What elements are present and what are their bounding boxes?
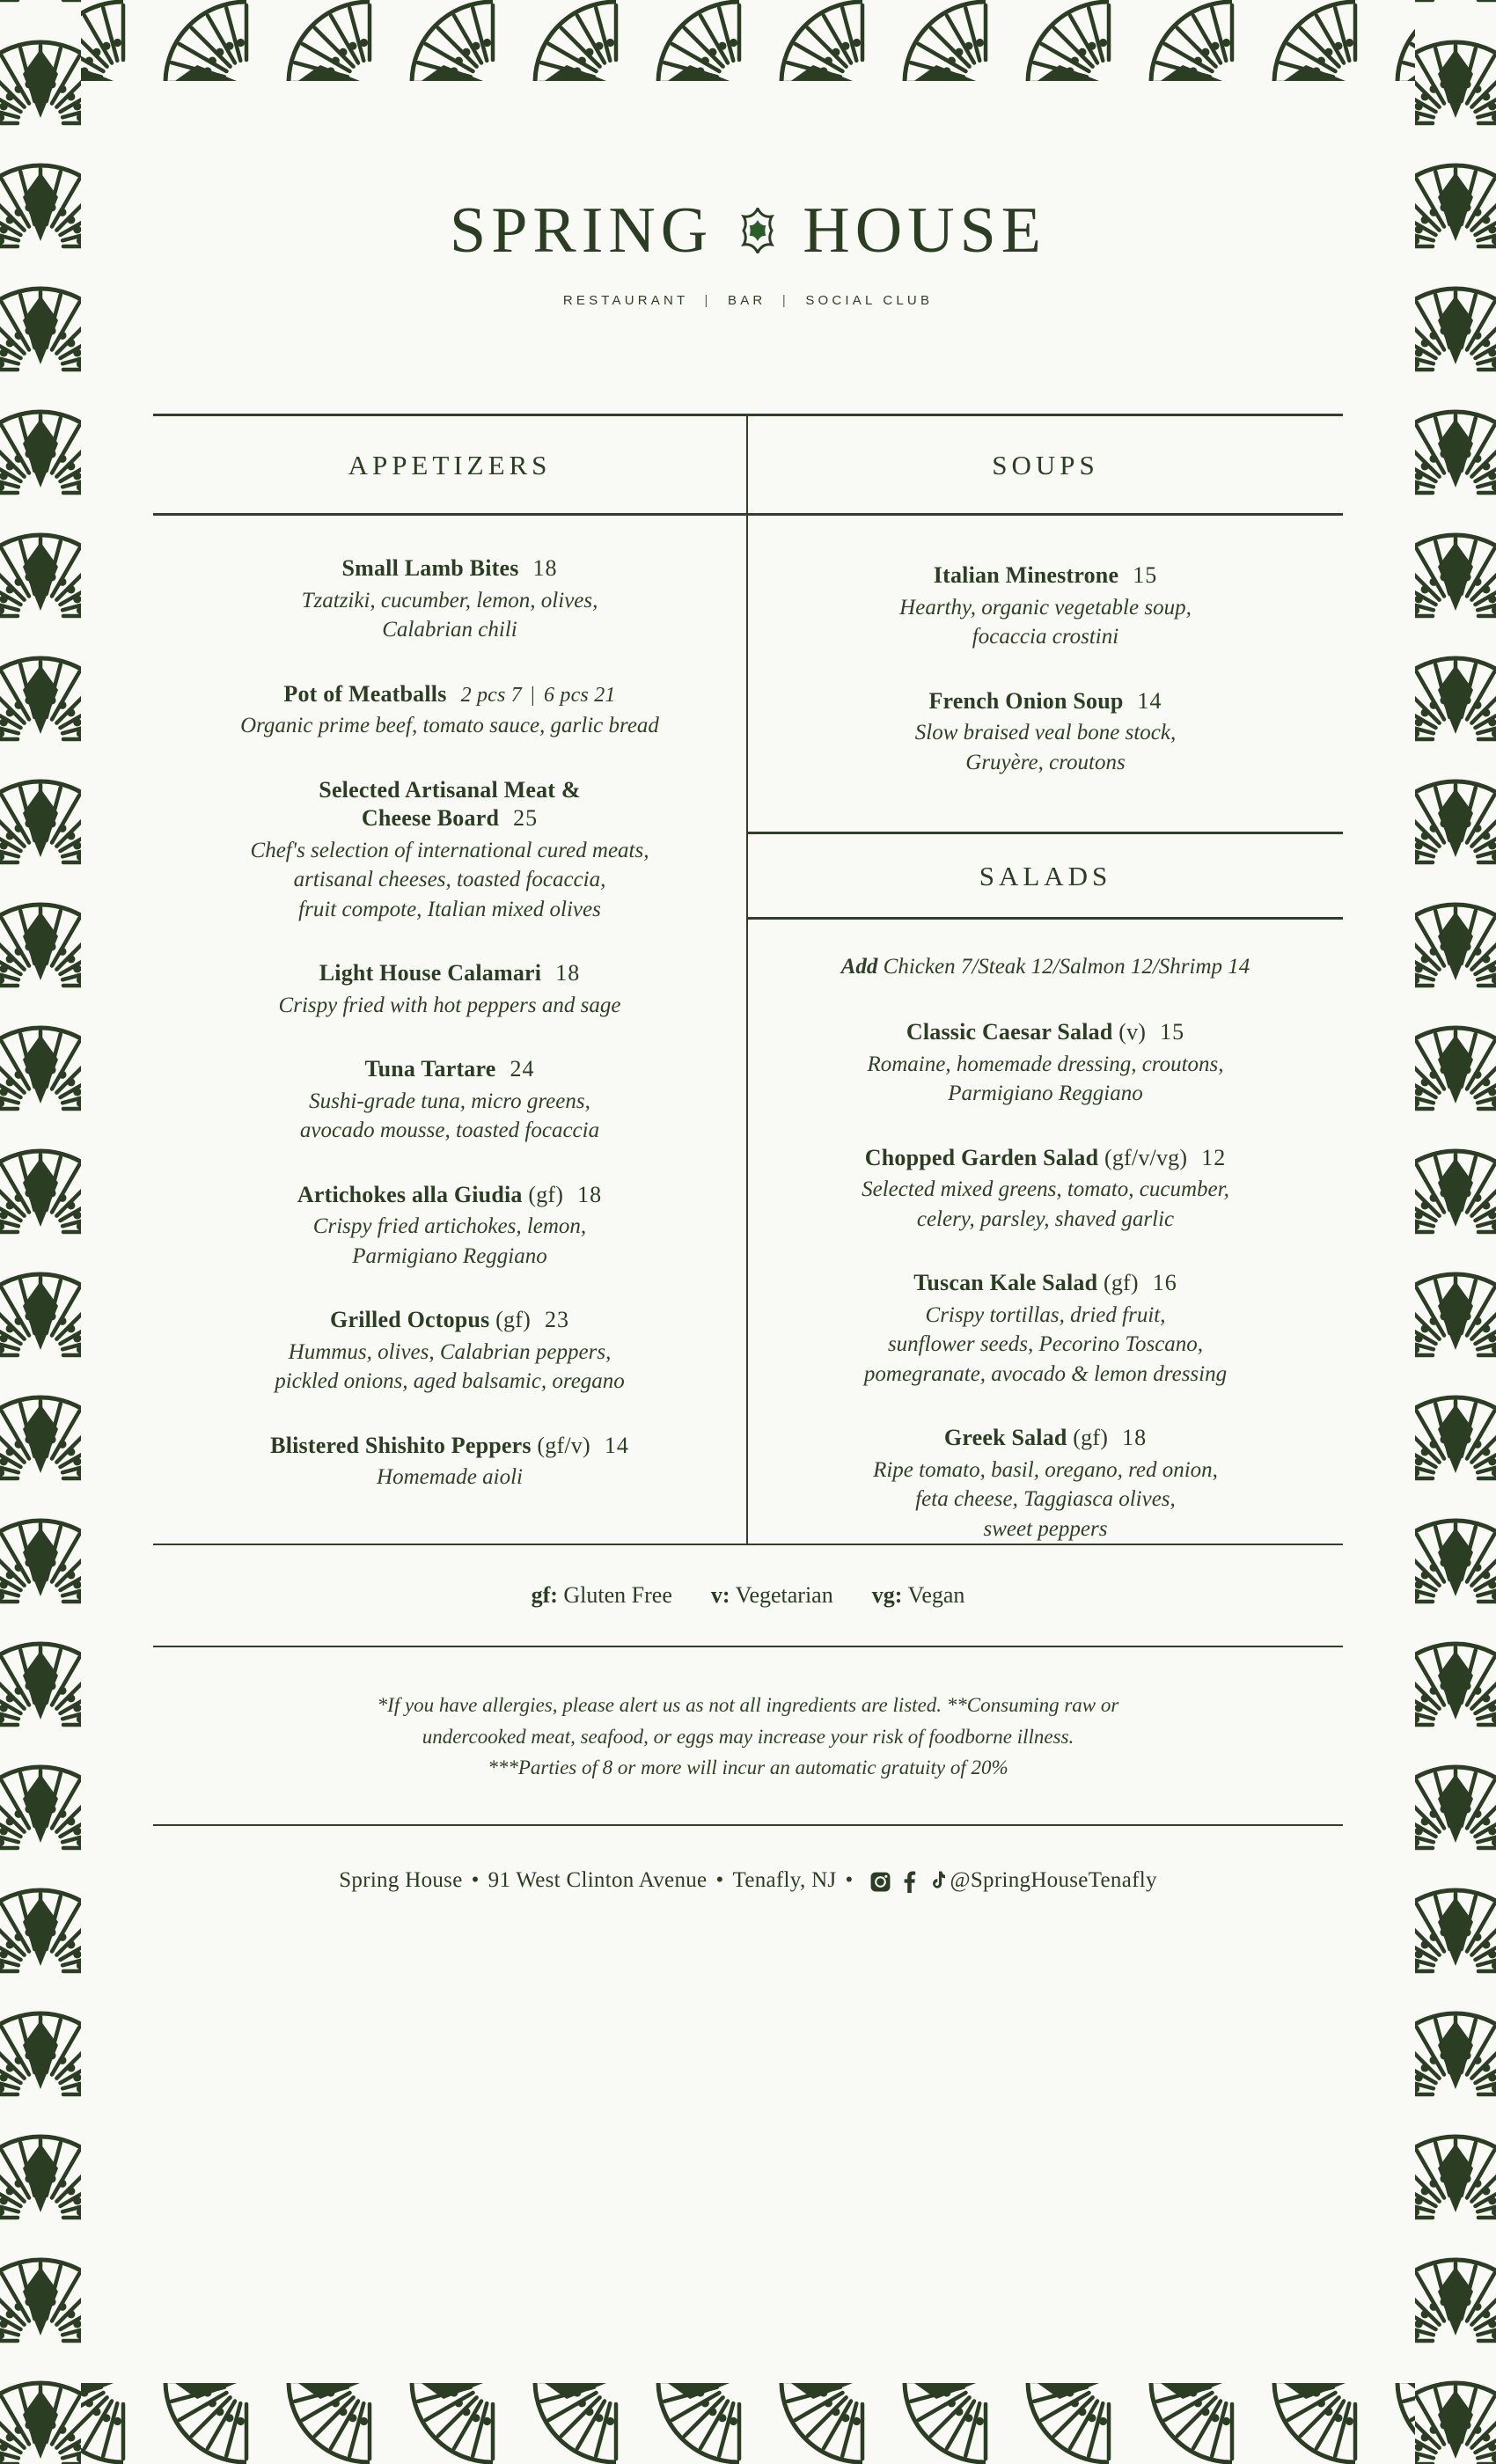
disclaimer-line-2: undercooked meat, seafood, or eggs may increase your risk of foodborne illness. (422, 1725, 1074, 1748)
menu-item (165, 554, 734, 645)
menu-item-title (165, 680, 734, 709)
diamond-ornament-icon (739, 208, 776, 253)
menu-item-title (760, 687, 1331, 716)
legend-vegetarian (692, 1582, 853, 1608)
tiktok-icon[interactable] (928, 1871, 945, 1893)
instagram-icon[interactable] (869, 1871, 891, 1893)
tagline-bar: BAR (728, 293, 766, 308)
menu-item-price: 24 (510, 1056, 535, 1082)
facebook-icon[interactable] (903, 1871, 916, 1893)
menu-item (165, 1306, 734, 1397)
salad-addons (748, 920, 1343, 979)
salad-list (748, 979, 1343, 1544)
menu-item-name: Pot of Meatballs (283, 680, 447, 707)
menu-item-description: Hearthy, organic vegetable soup, focaccia crostini (899, 595, 1192, 649)
menu-item (165, 1055, 734, 1146)
footer-address: 91 West Clinton Avenue (488, 1867, 708, 1892)
menu-item-description: Romaine, homemade dressing, croutons, Parmigiano Reggiano (867, 1052, 1224, 1105)
menu-item-name: French Onion Soup (928, 687, 1124, 714)
footer-social-handle: @SpringHouseTenafly (950, 1867, 1157, 1892)
menu-columns (153, 414, 1343, 1545)
menu-item-name: Grilled Octopus (330, 1307, 490, 1332)
menu-item-name: Selected Artisanal Meat & Cheese Board (319, 776, 581, 831)
menu-item-name: Greek Salad (943, 1425, 1067, 1450)
menu-item (760, 1018, 1331, 1109)
menu-item-price: 18 (532, 555, 558, 581)
section-heading-salads: SALADS (748, 832, 1343, 920)
menu-item (760, 1144, 1331, 1235)
footer-dot-1: • (471, 1867, 480, 1892)
menu-sheet (81, 81, 1415, 2383)
menu-item-description: Hummus, olives, Calabrian peppers, pickled onions, aged balsamic, oregano (275, 1339, 625, 1393)
menu-item-title (760, 1018, 1331, 1047)
menu-item-name: Blistered Shishito Peppers (270, 1432, 532, 1458)
section-heading-appetizers: APPETIZERS (153, 416, 746, 516)
brand-tagline (153, 293, 1343, 308)
menu-item-description: Slow braised veal bone stock, Gruyère, croutons (914, 721, 1177, 774)
price-option-a-qty: 2 pcs (460, 683, 506, 707)
menu-item-description: Crispy fried artichokes, lemon, Parmigiano Reggiano (312, 1214, 587, 1268)
menu-item-name: Tuscan Kale Salad (913, 1270, 1098, 1295)
salad-addons-label: Add (840, 955, 878, 979)
soup-list (748, 516, 1343, 777)
menu-item-dietary-tag: (v) (1112, 1019, 1147, 1045)
menu-item-title (165, 554, 734, 583)
menu-item (165, 1181, 734, 1272)
menu-item-dietary-tag: (gf/v) (531, 1432, 590, 1458)
menu-item-title (760, 1269, 1331, 1298)
menu-item-title (165, 1055, 734, 1084)
menu-item-price: 16 (1152, 1270, 1177, 1295)
column-appetizers (153, 416, 748, 1544)
menu-item-dietary-tag: (gf) (522, 1181, 564, 1207)
masthead (153, 81, 1343, 308)
menu-item-dietary-tag: (gf) (489, 1307, 531, 1332)
art-deco-border-top (0, 0, 1496, 81)
legend-gf-value: Gluten Free (563, 1582, 672, 1608)
menu-item-price: 18 (577, 1181, 603, 1207)
price-option-a-price: 7 (510, 683, 522, 707)
disclaimer-line-3: ***Parties of 8 or more will incur an automatic gratuity of 20% (488, 1756, 1008, 1779)
menu-item-price: 15 (1133, 562, 1158, 588)
menu-item-price: 18 (555, 960, 581, 986)
section-heading-soups: SOUPS (748, 416, 1343, 516)
menu-item-dietary-tag: (gf) (1067, 1425, 1109, 1450)
menu-item-name: Light House Calamari (319, 960, 542, 986)
menu-item-price: 15 (1160, 1019, 1185, 1045)
legend-gf-key: gf: (531, 1582, 558, 1608)
footer-dot-2: • (715, 1867, 724, 1892)
menu-item-price: 23 (544, 1307, 569, 1332)
menu-item-title (165, 1181, 734, 1210)
legend-vg-value: Vegan (907, 1582, 965, 1608)
menu-item-name: Classic Caesar Salad (906, 1019, 1113, 1045)
social-links (862, 1871, 950, 1893)
logo (153, 194, 1343, 267)
menu-item-title (165, 1306, 734, 1335)
menu-item-price: 12 (1201, 1144, 1227, 1170)
disclaimer-line-1: *If you have allergies, please alert us as not all ingredients are listed. **Consuming raw or (377, 1694, 1119, 1716)
menu-item-title (760, 561, 1331, 590)
menu-item-description: Sushi-grade tuna, micro greens, avocado mousse, toasted focaccia (299, 1089, 600, 1142)
price-option-b-qty: 6 pcs (543, 683, 589, 707)
tagline-restaurant: RESTAURANT (562, 293, 689, 308)
footer-city-state: Tenafly, NJ (732, 1867, 837, 1892)
tagline-divider-2: | (781, 293, 789, 308)
menu-item-name: Chopped Garden Salad (864, 1144, 1099, 1170)
menu-item (760, 1424, 1331, 1544)
menu-item (760, 687, 1331, 778)
menu-item-description: Organic prime beef, tomato sauce, garlic bread (240, 714, 659, 737)
menu-item-name: Artichokes alla Giudia (297, 1181, 523, 1207)
menu-item-description: Tzatziki, cucumber, lemon, olives, Calabrian chili (301, 588, 598, 642)
menu-item (760, 1269, 1331, 1389)
menu-item-name: Tuna Tartare (364, 1056, 496, 1082)
art-deco-border-right (1415, 0, 1496, 2464)
menu-item-price: 14 (604, 1432, 629, 1458)
menu-item (165, 959, 734, 1020)
menu-item (760, 561, 1331, 652)
legend-vegan (853, 1582, 985, 1608)
menu-item-title (165, 776, 734, 833)
menu-item-price: 14 (1137, 687, 1162, 714)
menu-item-name: Small Lamb Bites (341, 555, 519, 581)
menu-item-price: 18 (1122, 1425, 1148, 1450)
footer-restaurant-name: Spring House (339, 1867, 463, 1892)
menu-item-title (165, 959, 734, 988)
legend-gluten-free (512, 1582, 692, 1608)
disclaimer (153, 1647, 1343, 1826)
menu-item-description: Homemade aioli (377, 1465, 523, 1489)
legend-v-value: Vegetarian (735, 1582, 833, 1608)
price-option-b-price: 21 (594, 683, 616, 707)
footer (153, 1826, 1343, 1893)
legend-v-key: v: (710, 1582, 730, 1608)
tagline-divider-1: | (704, 293, 712, 308)
price-option-divider: | (530, 683, 535, 707)
menu-item (165, 1432, 734, 1492)
menu-item (165, 776, 734, 925)
menu-item-price-options (447, 684, 616, 707)
menu-item-dietary-tag: (gf/v/vg) (1098, 1144, 1188, 1170)
menu-item-name: Italian Minestrone (933, 562, 1119, 588)
menu-item-description: Crispy tortillas, dried fruit, sunflower seeds, Pecorino Toscano, pomegranate, avocado & lemon dressing (863, 1302, 1228, 1386)
appetizer-list (153, 516, 746, 1492)
dietary-legend (153, 1545, 1343, 1647)
menu-item-description: Crispy fried with hot peppers and sage (278, 993, 621, 1017)
column-soups-salads (748, 416, 1343, 1544)
art-deco-border-left (0, 0, 81, 2464)
logo-word-spring: SPRING (450, 194, 714, 267)
menu-item-price: 25 (513, 805, 539, 831)
menu-item-title (760, 1424, 1331, 1453)
art-deco-border-bottom (0, 2383, 1496, 2464)
tagline-social-club: SOCIAL CLUB (805, 293, 934, 308)
menu-item-description: Selected mixed greens, tomato, cucumber, celery, parsley, shaved garlic (862, 1177, 1229, 1231)
footer-dot-3: • (845, 1867, 854, 1892)
logo-word-house: HOUSE (803, 194, 1046, 267)
menu-item (165, 680, 734, 741)
legend-vg-key: vg: (871, 1582, 903, 1608)
menu-item-title (760, 1144, 1331, 1173)
menu-item-title (165, 1432, 734, 1461)
salad-addons-text: Chicken 7/Steak 12/Salmon 12/Shrimp 14 (883, 955, 1250, 979)
menu-item-dietary-tag: (gf) (1097, 1270, 1139, 1295)
menu-item-description: Ripe tomato, basil, oregano, red onion, feta cheese, Taggiasca olives, sweet peppers (873, 1457, 1218, 1541)
menu-item-description: Chef's selection of international cured meats, artisanal cheeses, toasted focaccia, fruit compote, Italian mixed olives (250, 838, 649, 921)
